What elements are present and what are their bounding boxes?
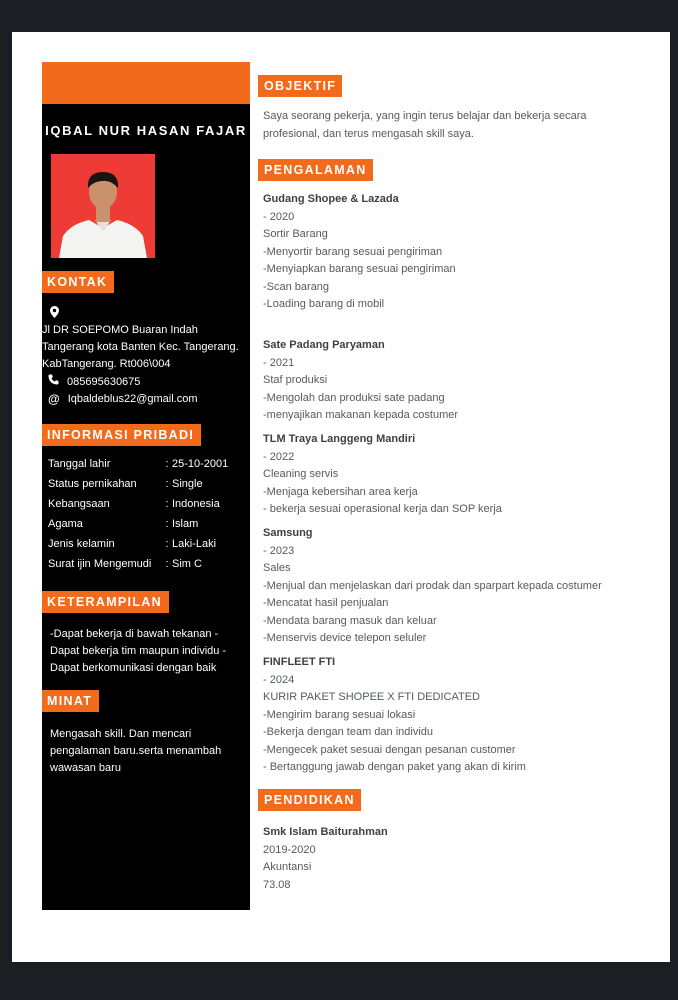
phone-icon [48,374,59,391]
school-name: Smk Islam Baiturahman [263,826,388,838]
address-line: Jl DR SOEPOMO Buaran Indah [42,324,198,336]
job-task: -Mengirim barang sesuai lokasi [263,708,416,721]
info-sep: : [165,538,169,550]
sidebar-top-bar [42,62,250,104]
interests-line: pengalaman baru.serta menambah [50,745,222,757]
job-year: - 2020 [263,210,295,223]
job-company: Gudang Shopee & Lazada [263,193,399,205]
job-company: Samsung [263,527,313,539]
info-row [48,454,228,474]
info-value: Indonesia [172,498,220,510]
school-major: Akuntansi [263,861,312,873]
info-row [48,514,228,534]
email-row [42,391,250,408]
job-task: -Menyiapkan barang sesuai pengiriman [263,263,456,275]
objektif-heading: OBJEKTIF [258,75,342,97]
skills-line: -Dapat bekerja di bawah tekanan - [50,628,219,640]
job-year: - 2021 [263,356,295,369]
job-role: Cleaning servis [263,468,339,480]
job-task: - bekerja sesuai operasional kerja dan SOP kerja [263,503,502,515]
info-row [48,554,228,574]
experience-item [263,654,655,777]
pendidikan-heading: PENDIDIKAN [258,789,361,811]
experience-item [263,191,655,314]
job-task: -Scan barang [263,280,330,293]
phone-row [42,374,250,391]
school-score: 73.08 [263,878,291,891]
job-role: Staf produksi [263,374,328,386]
at-sign-icon: @ [48,392,60,406]
job-company: TLM Traya Langgeng Mandiri [263,433,416,445]
job-company: FINFLEET FTI [263,656,336,668]
skills-text [50,626,246,677]
job-year: - 2024 [263,673,295,686]
experience-item [263,431,655,519]
experience-item [263,337,655,425]
minat-heading: MINAT [42,690,99,712]
job-role: Sortir Barang [263,228,328,240]
job-task: -Mencatat hasil penjualan [263,597,389,609]
info-label: Status pernikahan [48,478,137,490]
school-years: 2019-2020 [263,843,316,856]
info-value: Islam [172,518,199,530]
skills-line: Dapat berkomunikasi dengan baik [50,662,217,674]
informasi-pribadi-heading: INFORMASI PRIBADI [42,424,201,446]
job-task: -Menservis device telepon seluler [263,632,427,644]
job-year: - 2023 [263,544,295,557]
location-pin-icon [42,306,250,322]
info-row [48,494,228,514]
job-year: - 2022 [263,450,295,463]
kontak-heading: KONTAK [42,271,114,293]
resume-page [12,32,670,962]
job-task: -Menjaga kebersihan area kerja [263,485,418,498]
job-task: -Menyortir barang sesuai pengiriman [263,245,443,258]
address-line: Tangerang kota Banten Kec. Tangerang. [42,341,239,353]
info-sep: : [165,478,169,490]
info-value: Sim C [172,558,202,570]
info-row [48,534,228,554]
info-row [48,474,228,494]
job-task: -Mengecek paket sesuai dengan pesanan customer [263,743,516,756]
candidate-name: IQBAL NUR HASAN FAJAR [45,123,247,138]
skills-line: Dapat bekerja tim maupun individu - [50,645,227,657]
info-sep: : [165,498,169,510]
job-task: - Bertanggung jawab dengan paket yang akan di kirim [263,761,526,773]
keterampilan-heading: KETERAMPILAN [42,591,169,613]
info-value: Laki-Laki [172,538,217,550]
info-value: 25-10-2001 [172,458,229,470]
education-item [263,824,655,894]
phone-number[interactable]: 085695630675 [67,376,141,388]
personal-info-table [48,454,228,574]
interests-line: Mengasah skill. Dan mencari [50,728,192,740]
info-label: Surat ijin Mengemudi [48,558,152,570]
job-task: -Loading barang di mobil [263,298,385,310]
objective-text [263,108,655,143]
info-label: Agama [48,518,83,530]
objective-line: profesional, dan terus mengasah skill saya. [263,127,474,140]
experience-item [263,525,655,648]
email-address[interactable]: Iqbaldeblus22@gmail.com [67,393,198,405]
job-task: -Menjual dan menjelaskan dari prodak dan sparpart kepada costumer [263,579,602,592]
job-role: KURIR PAKET SHOPEE X FTI DEDICATED [263,691,480,703]
info-label: Kebangsaan [48,498,110,510]
job-task: -Mendata barang masuk dan keluar [263,614,437,627]
sidebar [42,62,250,910]
pengalaman-heading: PENGALAMAN [258,159,373,181]
contact-block [42,306,250,408]
objective-line: Saya seorang pekerja, yang ingin terus belajar dan bekerja secara [263,110,587,122]
profile-photo [51,154,155,258]
address-line: KabTangerang. Rt006\004 [42,358,171,370]
info-sep: : [165,518,169,530]
job-role: Sales [263,562,291,574]
info-label: Tanggal lahir [48,458,111,470]
info-sep: : [165,458,169,470]
main-column [258,32,658,962]
job-task: -Bekerja dengan team dan individu [263,726,434,738]
info-sep: : [165,558,169,570]
job-company: Sate Padang Paryaman [263,339,385,351]
info-value: Single [172,478,203,490]
info-label: Jenis kelamin [48,538,115,550]
interests-text [50,726,246,777]
interests-line: wawasan baru [50,762,121,774]
job-task: -menyajikan makanan kepada costumer [263,409,459,421]
job-task: -Mengolah dan produksi sate padang [263,391,445,404]
